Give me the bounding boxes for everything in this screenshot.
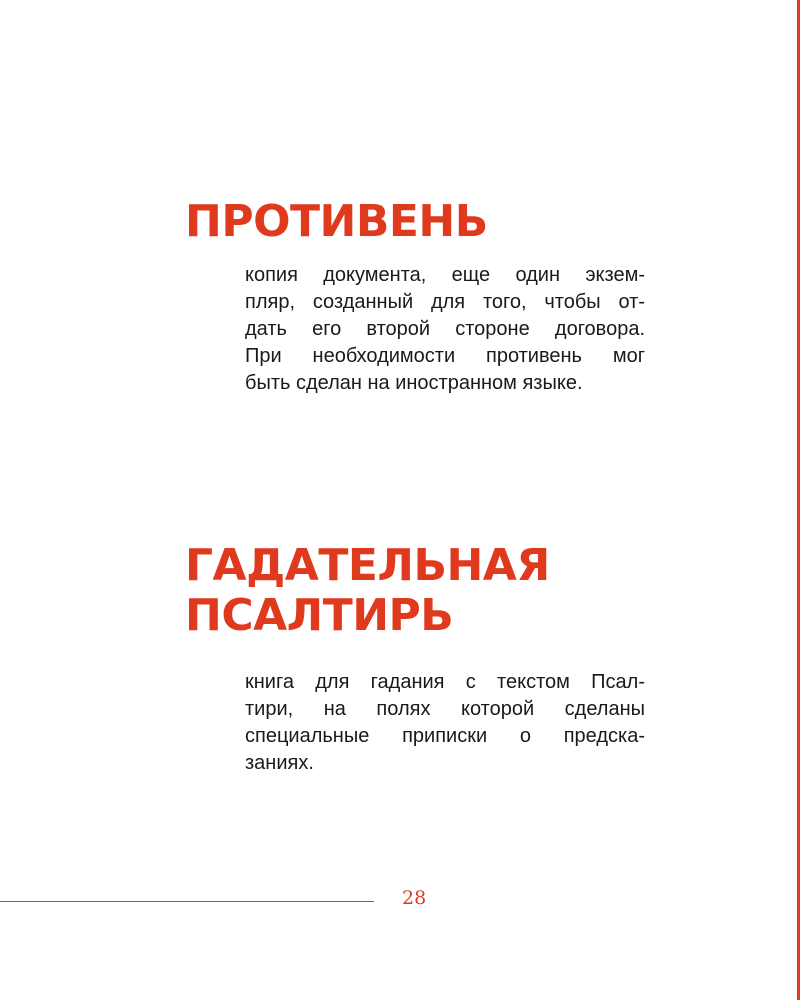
definition-line: тири, на полях которой сделаны xyxy=(245,698,645,720)
entry-definition-gadatelnaya-psaltir xyxy=(245,669,645,777)
page-number: 28 xyxy=(402,887,427,909)
entry-title-line: ГАДАТЕЛЬНАЯ xyxy=(185,540,550,591)
entry-definition-protiven xyxy=(245,262,645,397)
entry-title-line: ПСАЛТИРЬ xyxy=(185,590,454,641)
definition-line: специальные приписки о предска- xyxy=(245,725,645,747)
definition-line: дать его второй стороне договора. xyxy=(245,318,645,340)
footer-rule xyxy=(0,901,374,902)
definition-line: При необходимости противень мог xyxy=(245,345,645,367)
entry-title-protiven xyxy=(185,197,488,247)
definition-line: заниях. xyxy=(245,752,314,774)
entry-title-gadatelnaya-psaltir xyxy=(185,541,550,641)
definition-line: копия документа, еще один экзем- xyxy=(245,264,645,286)
entry-title-line: ПРОТИВЕНЬ xyxy=(185,196,488,247)
definition-line: книга для гадания с текстом Псал- xyxy=(245,671,645,693)
definition-line: быть сделан на иностранном языке. xyxy=(245,372,583,394)
definition-line: пляр, созданный для того, чтобы от- xyxy=(245,291,645,313)
